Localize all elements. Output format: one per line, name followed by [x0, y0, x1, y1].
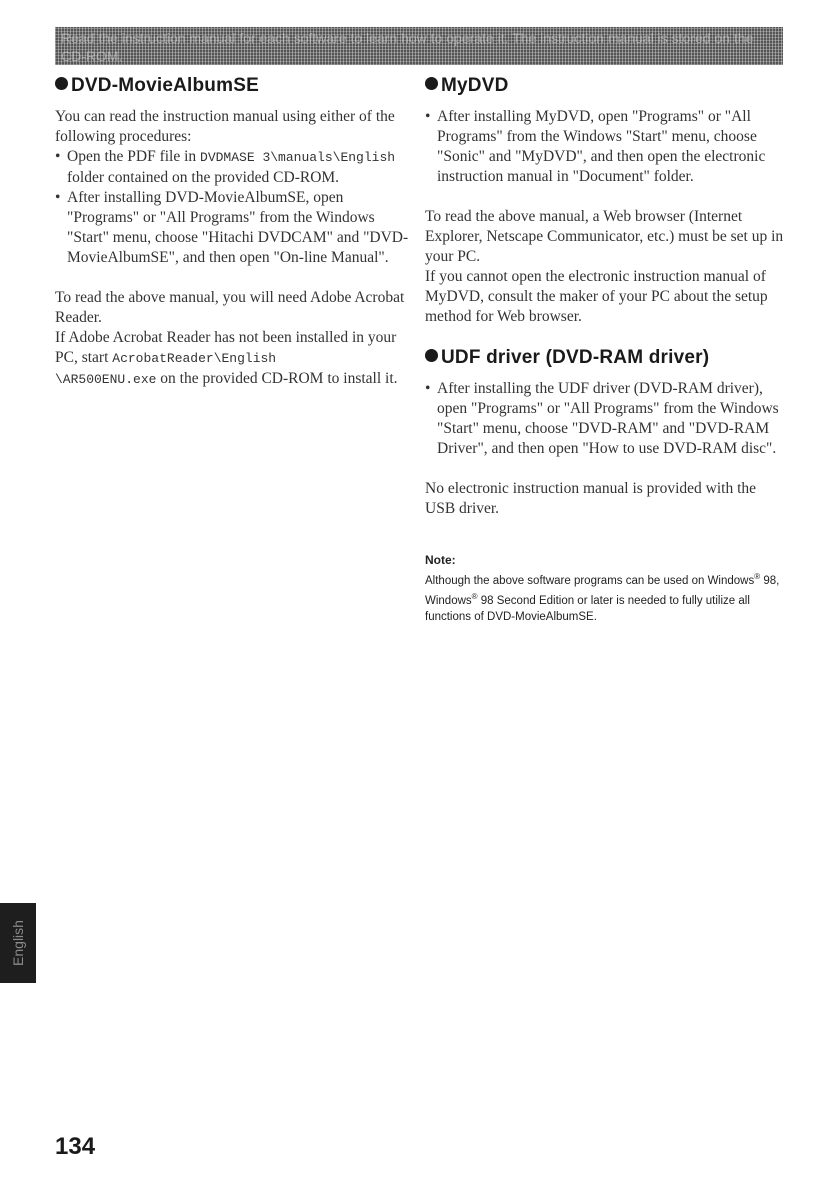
- heading-text: UDF driver (DVD-RAM driver): [441, 347, 710, 368]
- bullet-dot-icon: [425, 349, 438, 362]
- heading-text: MyDVD: [441, 75, 509, 96]
- section-heading-dvd-moviealbumse: [55, 75, 415, 97]
- bullet-dot-icon: [425, 77, 438, 90]
- section-heading-udf-driver: [425, 347, 785, 369]
- note-title: Note:: [425, 553, 456, 567]
- list-item: • After installing the UDF driver (DVD-RAM driver), open "Programs" or "All Programs" from the Windows "Start" menu, choose "DVD-RAM" and "DVD-RAM Driver", and then open "How to use DVD-RAM disc".: [425, 379, 785, 459]
- left-column: [55, 75, 415, 390]
- heading-text: DVD-MovieAlbumSE: [71, 75, 259, 96]
- browser-paragraph: To read the above manual, a Web browser (Internet Explorer, Netscape Communicator, etc.) must be set up in your PC.: [425, 208, 784, 265]
- procedure-list: [55, 147, 415, 268]
- header-banner: [55, 27, 783, 65]
- usb-paragraph: No electronic instruction manual is provided with the USB driver.: [425, 480, 757, 517]
- intro-paragraph: You can read the instruction manual using either of the following procedures:: [55, 108, 395, 145]
- install-paragraph: [55, 328, 415, 390]
- folder-path: DVDMASE 3\manuals\English: [200, 150, 396, 165]
- banner-text: Read the instruction manual for each software to learn how to operate it. The instruction manual is stored on the CD-ROM.: [61, 30, 754, 64]
- mydvd-list: [425, 107, 785, 187]
- acrobat-exe: \AR500ENU.exe: [55, 372, 157, 387]
- side-tab-label: English: [10, 920, 27, 966]
- section-heading-mydvd: [425, 75, 785, 97]
- consult-paragraph: If you cannot open the electronic instruction manual of MyDVD, consult the maker of your PC about the setup method for Web browser.: [425, 268, 768, 325]
- language-side-tab: [0, 903, 36, 983]
- install-post: on the provided CD-ROM to install it.: [160, 370, 398, 387]
- right-column: [425, 75, 785, 625]
- list-item: • After installing DVD-MovieAlbumSE, open "Programs" or "All Programs" from the Windows "Start" menu, choose "Hitachi DVDCAM" and "DVD-MovieAlbumSE", and then open "On-line Manual".: [55, 188, 415, 268]
- bullet1-post: folder contained on the provided CD-ROM.: [67, 169, 340, 186]
- udf-list: [425, 379, 785, 459]
- install-pre: If Adobe Acrobat Reader has not been installed in your PC, start: [55, 329, 397, 366]
- page-number: 134: [55, 1133, 96, 1160]
- bullet1-pre: Open the PDF file in: [67, 148, 197, 165]
- note-body: Although the above software programs can be used on Windows® 98, Windows® 98 Second Edition or later is needed to fully utilize all functions of DVD-MovieAlbumSE.: [425, 572, 780, 623]
- bullet-dot-icon: [55, 77, 68, 90]
- list-item: • After installing MyDVD, open "Programs" or "All Programs" from the Windows "Start" menu, choose "Sonic" and "MyDVD", and then open the electronic instruction manual in "Document" folder.: [425, 107, 785, 187]
- acrobat-path: AcrobatReader\English: [112, 351, 277, 366]
- acrobat-paragraph: To read the above manual, you will need Adobe Acrobat Reader.: [55, 289, 405, 326]
- list-item: [55, 147, 415, 188]
